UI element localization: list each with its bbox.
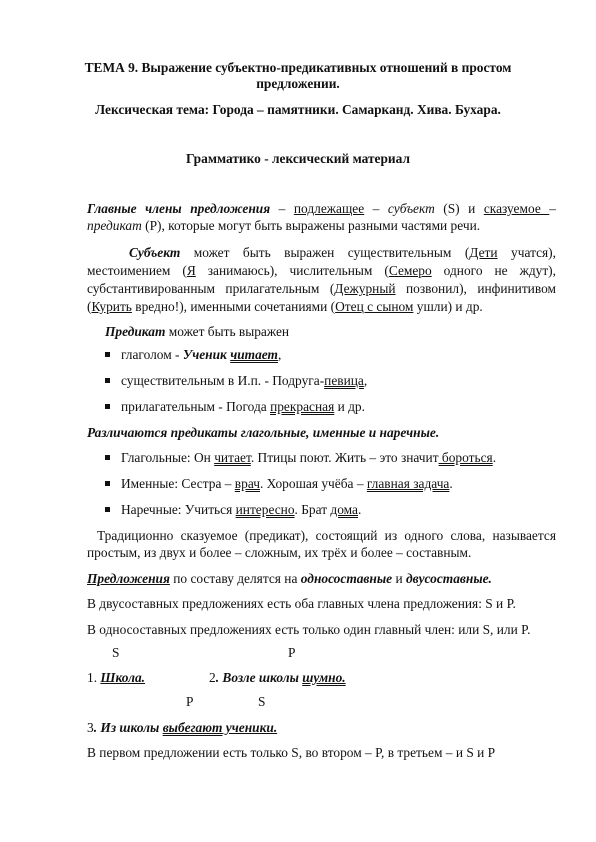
topic-title-line2: предложении. bbox=[256, 76, 340, 91]
para7: В двусоставных предложениях есть оба главных члена предложения: S и P. bbox=[87, 596, 516, 611]
bullet-icon bbox=[105, 481, 110, 486]
final-sentence: В первом предложении есть только S, во втором – P, в третьем – и S и P bbox=[87, 745, 496, 760]
list2-item1: Глагольные: Он читает. Птицы поют. Жить – это значит бороться. bbox=[121, 450, 497, 465]
list2-item3: Наречные: Учиться интересно. Брат дома. bbox=[121, 502, 362, 517]
list2-item2: Именные: Сестра – врач. Хорошая учёба – главная задача. bbox=[121, 476, 453, 491]
para1-line1: Главные члены предложения – подлежащее – субъект (S) и сказуемое – bbox=[87, 201, 556, 216]
list1-item1: глаголом - Ученик читает, bbox=[121, 347, 282, 362]
list1-item3: прилагательным - Погода прекрасная и др. bbox=[121, 399, 365, 414]
label-p2: P bbox=[186, 694, 194, 709]
para2-line1: Субъект может быть выражен существительным (Дети учатся), bbox=[129, 245, 556, 260]
topic-title-line1: ТЕМА 9. Выражение субъектно-предикативных отношений в простом bbox=[84, 60, 512, 75]
list1-item2: существительным в И.п. - Подруга-певица, bbox=[121, 373, 368, 388]
bullet-icon bbox=[105, 378, 110, 383]
para2-line4: (Курить вредно!), именными сочетаниями (Отец с сыном ушли) и др. bbox=[87, 299, 483, 314]
para6: Предложения по составу делятся на односоставные и двусоставные. bbox=[87, 571, 492, 586]
bullet-icon bbox=[105, 352, 110, 357]
para5-line1: Традиционно сказуемое (предикат), состоящий из одного слова, называется bbox=[97, 528, 556, 543]
para1-line2: предикат (P), которые могут быть выражены разными частями речи. bbox=[87, 218, 481, 233]
bullet-icon bbox=[105, 507, 110, 512]
label-s1: S bbox=[112, 645, 120, 660]
example-3: 3. Из школы выбегают ученики. bbox=[87, 720, 278, 735]
predicate-intro: Предикат может быть выражен bbox=[105, 324, 290, 339]
example-2: 2. Возле школы шумно. bbox=[209, 670, 346, 685]
para5-line2: простым, из двух и более – сложным, их трёх и более – составным. bbox=[87, 545, 472, 560]
para8: В односоставных предложениях есть только один главный член: или S, или P. bbox=[87, 622, 531, 637]
para2-line2: местоимением (Я занимаюсь), числительным (Семеро одного не ждут), bbox=[87, 263, 556, 278]
grammar-heading: Грамматико - лексический материал bbox=[186, 151, 410, 166]
label-s2: S bbox=[258, 694, 266, 709]
example-1: 1. Школа. bbox=[87, 670, 146, 685]
lexical-topic: Лексическая тема: Города – памятники. Самарканд. Хива. Бухара. bbox=[95, 102, 501, 117]
para2-line3: субстантивированным прилагательным (Дежурный позвонил), инфинитивом bbox=[87, 281, 556, 296]
bullet-icon bbox=[105, 404, 110, 409]
predicate-types: Различаются предикаты глагольные, именные и наречные. bbox=[87, 425, 440, 440]
label-p1: P bbox=[288, 645, 296, 660]
bullet-icon bbox=[105, 455, 110, 460]
